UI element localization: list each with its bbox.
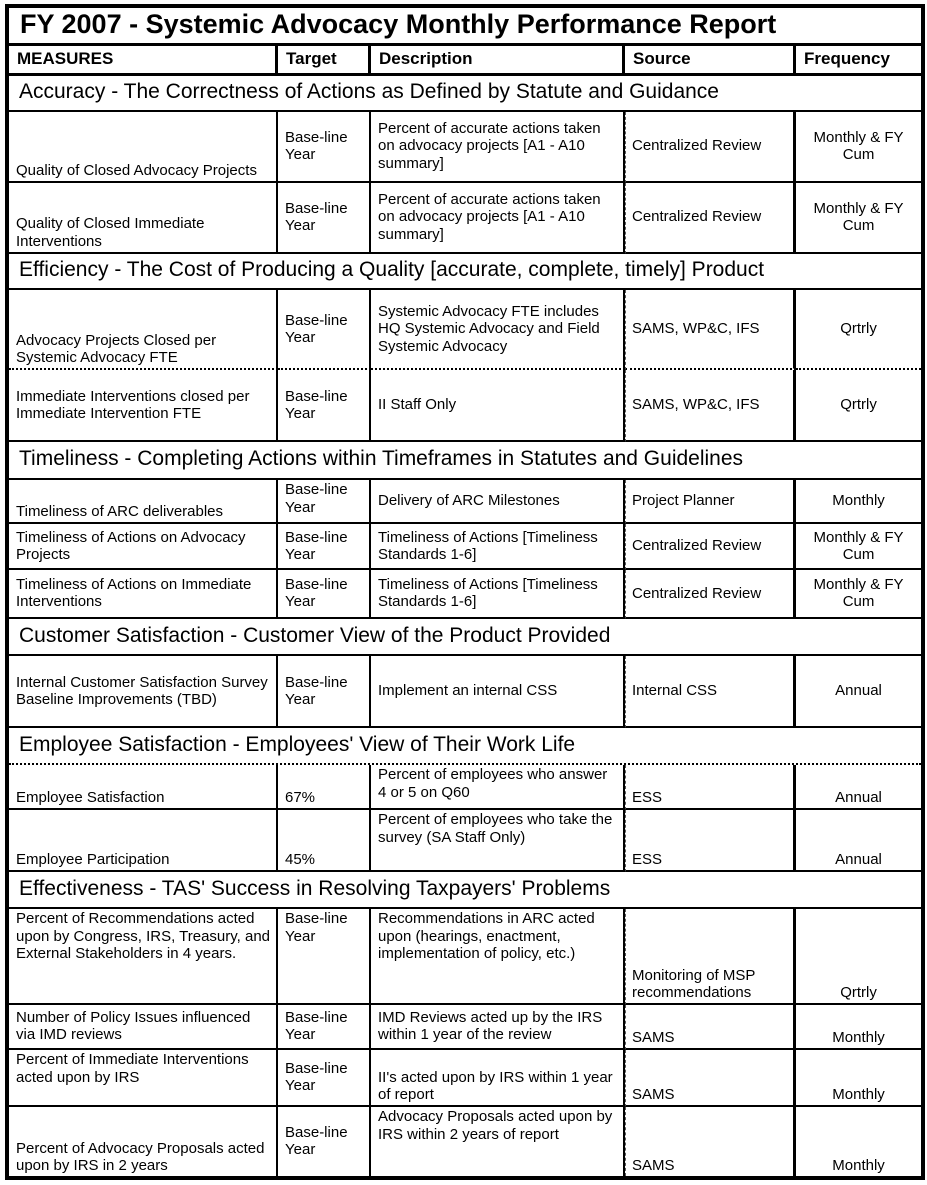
column-header-row xyxy=(9,46,921,76)
target-cell: Base-line Year xyxy=(278,570,371,619)
source-cell: Internal CSS xyxy=(625,656,796,728)
measure-row xyxy=(9,370,921,442)
measure-cell: Number of Policy Issues influenced via IMD reviews xyxy=(9,1005,278,1050)
measure-cell: Quality of Closed Immediate Interventions xyxy=(9,183,278,254)
source-cell: SAMS, WP&C, IFS xyxy=(625,290,796,370)
column-header-description: Description xyxy=(371,46,625,76)
source-cell: ESS xyxy=(625,810,796,872)
section-heading: Customer Satisfaction - Customer View of the Product Provided xyxy=(9,619,921,656)
frequency-cell: Monthly xyxy=(796,480,921,524)
measure-cell: Timeliness of Actions on Advocacy Projects xyxy=(9,524,278,570)
target-cell: 45% xyxy=(278,810,371,872)
section-header-timeliness xyxy=(9,442,921,480)
frequency-cell: Monthly & FY Cum xyxy=(796,524,921,570)
title-row xyxy=(9,8,921,46)
description-cell: Delivery of ARC Milestones xyxy=(371,480,625,524)
section-header-effectiveness xyxy=(9,872,921,909)
measure-row xyxy=(9,765,921,810)
description-cell: Percent of employees who take the survey (SA Staff Only) xyxy=(371,810,625,872)
measure-row xyxy=(9,112,921,183)
section-header-customer-satisfaction xyxy=(9,619,921,656)
source-cell: Project Planner xyxy=(625,480,796,524)
measure-cell: Advocacy Projects Closed per Systemic Advocacy FTE xyxy=(9,290,278,370)
measure-cell: Quality of Closed Advocacy Projects xyxy=(9,112,278,183)
target-cell: Base-line Year xyxy=(278,1107,371,1176)
source-cell: Centralized Review xyxy=(625,524,796,570)
target-cell: Base-line Year xyxy=(278,112,371,183)
description-cell: Percent of accurate actions taken on advocacy projects [A1 - A10 summary] xyxy=(371,112,625,183)
description-cell: Percent of accurate actions taken on advocacy projects [A1 - A10 summary] xyxy=(371,183,625,254)
section-heading: Employee Satisfaction - Employees' View of Their Work Life xyxy=(9,728,921,765)
description-cell: Percent of employees who answer 4 or 5 on Q60 xyxy=(371,765,625,810)
target-cell: Base-line Year xyxy=(278,656,371,728)
measure-cell: Timeliness of ARC deliverables xyxy=(9,480,278,524)
measure-row xyxy=(9,656,921,728)
measure-cell: Percent of Immediate Interventions acted upon by IRS xyxy=(9,1050,278,1107)
frequency-cell: Monthly xyxy=(796,1050,921,1107)
column-header-measures: MEASURES xyxy=(9,46,278,76)
column-header-target: Target xyxy=(278,46,371,76)
source-cell: Monitoring of MSP recommendations xyxy=(625,909,796,1005)
target-cell: Base-line Year xyxy=(278,480,371,524)
measure-row xyxy=(9,570,921,619)
description-cell: Timeliness of Actions [Timeliness Standards 1-6] xyxy=(371,570,625,619)
section-header-employee-satisfaction xyxy=(9,728,921,765)
target-cell: 67% xyxy=(278,765,371,810)
target-cell: Base-line Year xyxy=(278,524,371,570)
measure-row xyxy=(9,183,921,254)
measure-cell: Internal Customer Satisfaction Survey Baseline Improvements (TBD) xyxy=(9,656,278,728)
description-cell: II's acted upon by IRS within 1 year of report xyxy=(371,1050,625,1107)
frequency-cell: Monthly xyxy=(796,1005,921,1050)
measure-cell: Percent of Recommendations acted upon by Congress, IRS, Treasury, and External Stakeholders in 4 years. xyxy=(9,909,278,1005)
measure-row xyxy=(9,480,921,524)
section-heading: Accuracy - The Correctness of Actions as Defined by Statute and Guidance xyxy=(9,76,921,112)
measure-row xyxy=(9,290,921,370)
frequency-cell: Qrtrly xyxy=(796,370,921,442)
description-cell: Implement an internal CSS xyxy=(371,656,625,728)
target-cell: Base-line Year xyxy=(278,183,371,254)
column-header-frequency: Frequency xyxy=(796,46,921,76)
measure-cell: Timeliness of Actions on Immediate Interventions xyxy=(9,570,278,619)
measure-row xyxy=(9,810,921,872)
frequency-cell: Annual xyxy=(796,810,921,872)
measure-row xyxy=(9,524,921,570)
frequency-cell: Annual xyxy=(796,656,921,728)
section-heading: Efficiency - The Cost of Producing a Quality [accurate, complete, timely] Product xyxy=(9,254,921,290)
section-header-efficiency xyxy=(9,254,921,290)
frequency-cell: Qrtrly xyxy=(796,909,921,1005)
measure-cell: Employee Satisfaction xyxy=(9,765,278,810)
source-cell: Centralized Review xyxy=(625,183,796,254)
description-cell: II Staff Only xyxy=(371,370,625,442)
target-cell: Base-line Year xyxy=(278,909,371,1005)
source-cell: Centralized Review xyxy=(625,112,796,183)
source-cell: Centralized Review xyxy=(625,570,796,619)
target-cell: Base-line Year xyxy=(278,370,371,442)
frequency-cell: Qrtrly xyxy=(796,290,921,370)
source-cell: SAMS, WP&C, IFS xyxy=(625,370,796,442)
measure-row xyxy=(9,1050,921,1107)
measure-row xyxy=(9,1107,921,1176)
column-header-source: Source xyxy=(625,46,796,76)
target-cell: Base-line Year xyxy=(278,1050,371,1107)
target-cell: Base-line Year xyxy=(278,290,371,370)
source-cell: SAMS xyxy=(625,1005,796,1050)
source-cell: ESS xyxy=(625,765,796,810)
measure-cell: Percent of Advocacy Proposals acted upon by IRS in 2 years xyxy=(9,1107,278,1176)
measure-row xyxy=(9,909,921,1005)
frequency-cell: Monthly & FY Cum xyxy=(796,112,921,183)
measure-cell: Employee Participation xyxy=(9,810,278,872)
description-cell: Advocacy Proposals acted upon by IRS within 2 years of report xyxy=(371,1107,625,1176)
section-heading: Effectiveness - TAS' Success in Resolving Taxpayers' Problems xyxy=(9,872,921,909)
measure-row xyxy=(9,1005,921,1050)
frequency-cell: Monthly & FY Cum xyxy=(796,570,921,619)
description-cell: Timeliness of Actions [Timeliness Standards 1-6] xyxy=(371,524,625,570)
section-header-accuracy xyxy=(9,76,921,112)
measure-cell: Immediate Interventions closed per Immediate Intervention FTE xyxy=(9,370,278,442)
source-cell: SAMS xyxy=(625,1107,796,1176)
source-cell: SAMS xyxy=(625,1050,796,1107)
description-cell: Systemic Advocacy FTE includes HQ Systemic Advocacy and Field Systemic Advocacy xyxy=(371,290,625,370)
description-cell: IMD Reviews acted up by the IRS within 1 year of the review xyxy=(371,1005,625,1050)
frequency-cell: Annual xyxy=(796,765,921,810)
report-title: FY 2007 - Systemic Advocacy Monthly Performance Report xyxy=(9,8,921,46)
report-table xyxy=(5,4,925,1180)
frequency-cell: Monthly & FY Cum xyxy=(796,183,921,254)
description-cell: Recommendations in ARC acted upon (hearings, enactment, implementation of policy, etc.) xyxy=(371,909,625,1005)
section-heading: Timeliness - Completing Actions within Timeframes in Statutes and Guidelines xyxy=(9,442,921,480)
target-cell: Base-line Year xyxy=(278,1005,371,1050)
frequency-cell: Monthly xyxy=(832,1157,885,1175)
